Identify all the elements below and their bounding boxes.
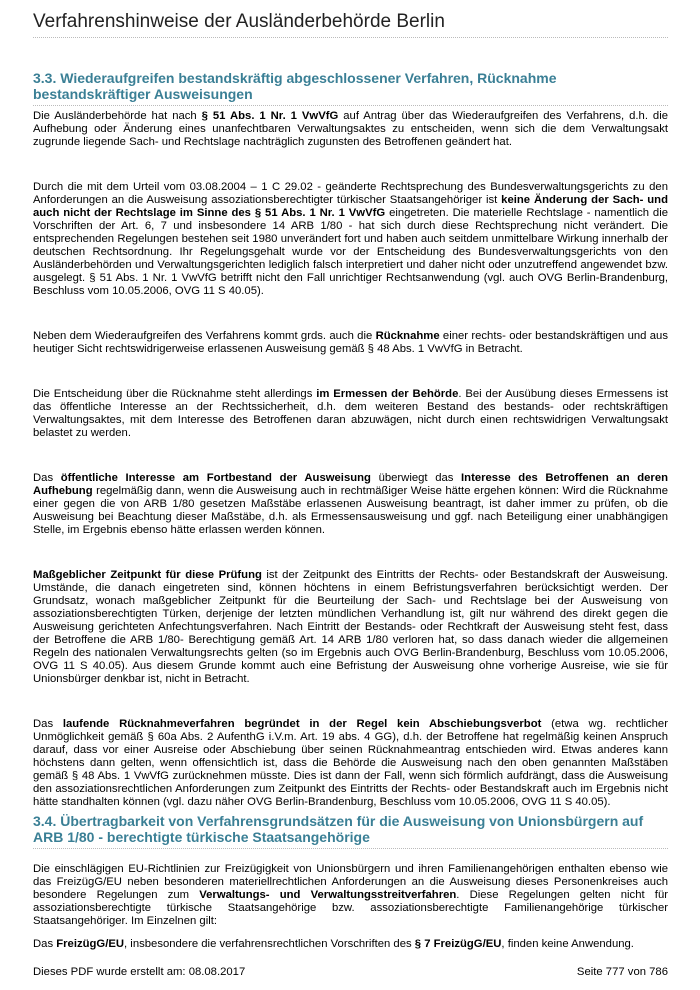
paragraph: Das laufende Rücknahmeverfahren begründet in der Regel kein Abschiebungsverbot (etwa wg. rechtlicher Unmöglichkeit gemäß § 60a Abs. 2 AufenthG i.V.m. Art. 19 abs. 4 GG), d.h. der Betroffene hat regelmäßig keinen Anspruch darauf, dass vor einer Ausreise oder Abschiebung über seinen Rücknahmeantrag entschieden wird. Etwas anderes kann höchstens dann gelten, wenn offensichtlich ist, dass die Behörde die Ausweisung nach den oben genannten Maßstäben gemäß § 48 Abs. 1 VwVfG zurücknehmen müsste. Dies ist dann der Fall, wenn sich förmlich aufdrängt, dass die Ausweisung den assoziationsrechtlichen Anforderungen zum Zeitpunkt des Eintritts der Rechts- oder Bestandskraft auch im Ergebnis nicht hätte standhalten können (vgl. dazu näher OVG Berlin-Brandenburg, Beschluss vom 10.05.2006, OVG 11 S 40.05). bbox=[33, 718, 668, 808]
footer-page-number: Seite 777 von 786 bbox=[576, 966, 668, 978]
paragraph: Die Ausländerbehörde hat nach § 51 Abs. 1 Nr. 1 VwVfG auf Antrag über das Wiederaufgreifen des Verfahrens, d.h. die Aufhebung oder Änderung eines unanfechtbaren Verwaltungsaktes zu entscheiden, wenn sich die dem Verwaltungsakt zugrunde liegende Sach- und Rechtslage nachträglich zugunsten des Betroffenen geändert hat. bbox=[33, 110, 668, 148]
page-header bbox=[33, 10, 668, 34]
document-body bbox=[33, 70, 668, 951]
paragraph: Maßgeblicher Zeitpunkt für diese Prüfung ist der Zeitpunkt des Eintritts der Rechts- oder Bestandskraft der Ausweisung. Umstände, die danach eingetreten sind, können höchtens in einem Befristungsverfahren berücksichtigt werden. Der Grundsatz, wonach maßgeblicher Zeitpunkt für die Beurteilung der Sach- und Rechtslage bei der Ausweisung von assoziationsberechtigten Türken, derjenige der letzten mündlichen Verhandlung ist, gilt nur während des direkt gegen die Ausweisung gerichteten Anfechtungsverfahren. Nach Eintritt der Bestands- oder Rechtkraft der Ausweisung steht fest, dass der Betroffene die ARB 1/80- Berechtigung gemäß Art. 14 ARB 1/80 verloren hat, so dass danach wieder die allgemeinen Regeln des nationalen Verwaltungsrechts gelten (so im Ergebnis auch OVG Berlin-Brandenburg, Beschluss vom 10.05.2006, OVG 11 S 40.05). Aus diesem Grunde kommt auch eine Befristung der Ausweisung ohne vorherige Ausreise, wie sie für Unionsbürger denkbar ist, nicht in Betracht. bbox=[33, 569, 668, 685]
paragraph: Die Entscheidung über die Rücknahme steht allerdings im Ermessen der Behörde. Bei der Ausübung dieses Ermessens ist das öffentliche Interesse an der Rechtssicherheit, d.h. dem weiteren Bestand des bestands- oder rechtskräftigen Verwaltungsaktes, mit dem Interesse des Betroffenen daran abzuwägen, nicht durch einen rechtswidrigen Verwaltungsakt belastet zu werden. bbox=[33, 388, 668, 439]
footer-created-date: Dieses PDF wurde erstellt am: 08.08.2017 bbox=[33, 966, 246, 978]
section-heading-3-4: 3.4. Übertragbarkeit von Verfahrensgrundsätzen für die Ausweisung von Unionsbürgern auf ARB 1/80 - berechtigte türkische Staatsangehörige bbox=[33, 813, 668, 849]
page-footer bbox=[33, 966, 668, 978]
paragraph: Die einschlägigen EU-Richtlinien zur Freizügigkeit von Unionsbürgern und ihren Familienangehörigen enthalten ebenso wie das FreizügG/EU neben besonderen materiellrechtlichen Anforderungen an die Ausweisung dieses Personenkreises auch besondere Regelungen zum Verwaltungs- und Verwaltungsstreitverfahren. Diese Regelungen gelten nicht für assoziationsberechtigte türkische Staatsangehörige bzw. assoziationsberechtigte Familienangehörige türkischer Staatsangehöriger. Im Einzelnen gilt: bbox=[33, 863, 668, 927]
document-title: Verfahrenshinweise der Ausländerbehörde Berlin bbox=[33, 11, 445, 32]
paragraph: Das FreizügG/EU, insbesondere die verfahrensrechtlichen Vorschriften des § 7 FreizügG/EU, finden keine Anwendung. bbox=[33, 938, 634, 950]
paragraph: Durch die mit dem Urteil vom 03.08.2004 – 1 C 29.02 - geänderte Rechtsprechung des Bundesverwaltungsgerichts zu den Anforderungen an die Ausweisung assoziationsberechtigter türkischer Staatsangehöriger ist keine Änderung der Sach- und auch nicht der Rechtslage im Sinne des § 51 Abs. 1 Nr. 1 VwVfG eingetreten. Die materielle Rechtslage - namentlich die Vorschriften der Art. 6, 7 und insbesondere 14 ARB 1/80 - hat sich durch diese Rechtsprechung nicht verändert. Die entsprechenden Regelungen bestehen seit 1980 unverändert fort und haben auch seitdem unmittelbare Wirkung innerhalb der deutschen Rechtsordnung. Ihr Regelungsgehalt wurde vor der Entscheidung des Bundesverwaltungsgerichts von den Ausländerbehörden und Verwaltungsgerichten lediglich falsch interpretiert und daher nicht oder unzutreffend angewendet bzw. ausgelegt. § 51 Abs. 1 Nr. 1 VwVfG betrifft nicht den Fall unrichtiger Rechtsanwendung (vgl. auch OVG Berlin-Brandenburg, Beschluss vom 10.05.2006, OVG 11 S 40.05). bbox=[33, 181, 668, 297]
header-divider bbox=[33, 37, 668, 38]
paragraph: Neben dem Wiederaufgreifen des Verfahrens kommt grds. auch die Rücknahme einer rechts- oder bestandskräftigen und aus heutiger Sicht rechtswidrigerweise erlassenen Ausweisung gemäß § 48 Abs. 1 VwVfG in Betracht. bbox=[33, 330, 668, 355]
paragraph: Das öffentliche Interesse am Fortbestand der Ausweisung überwiegt das Interesse des Betroffenen an deren Aufhebung regelmäßig dann, wenn die Ausweisung auch in rechtmäßiger Weise hätte ergehen können: Wird die Rücknahme einer gegen die von ARB 1/80 gesetzen Maßstäbe erlassenen Ausweisung beantragt, ist daher immer zu prüfen, ob die Ausweisung bei Beachtung dieser Maßstäbe, d.h. als Ermessensausweisung und ggf. nach Beteiligung einer unabhängigen Stelle, im Ergebnis ebenso hätte erlassen werden können. bbox=[33, 472, 668, 536]
section-heading-3-3: 3.3. Wiederaufgreifen bestandskräftig abgeschlossener Verfahren, Rücknahme bestandskräftiger Ausweisungen bbox=[33, 70, 668, 106]
